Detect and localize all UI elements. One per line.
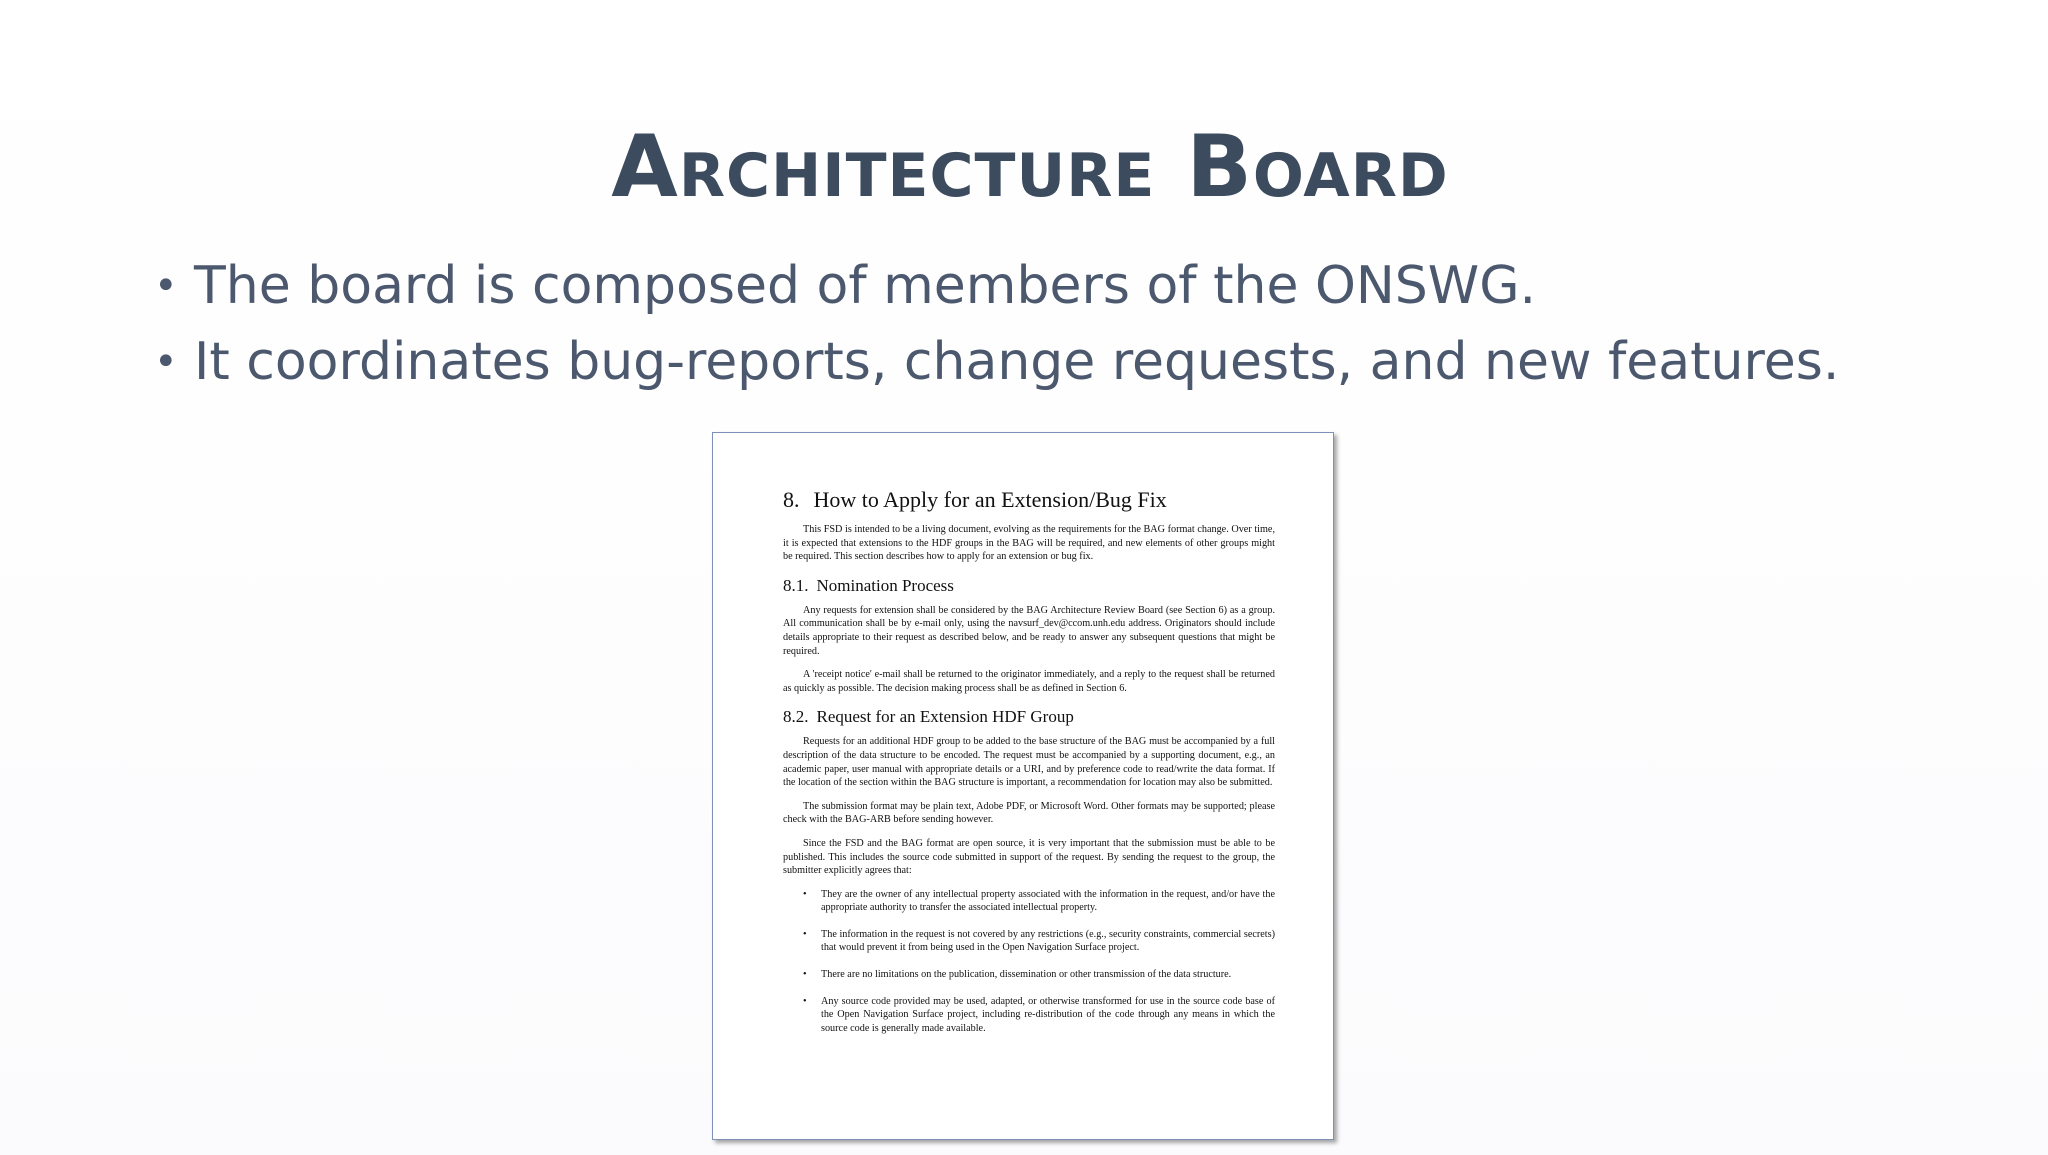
document-page-image [712,432,1334,1140]
section-title: Nomination Process [816,575,954,595]
section-heading-extension-request [783,707,1275,727]
document-intro-paragraph: This FSD is intended to be a living document, evolving as the requirements for the BAG format change. Over time, it is expected that extensions to the HDF groups in the BAG will be required, and new elements of other groups might be required. This section describes how to apply for an extension or bug fix. [783,524,1275,563]
document-heading [783,487,1275,513]
bullet-list [150,248,2000,400]
bullet-glyph: • [154,263,178,309]
section-heading-nomination [783,576,1275,596]
agreement-list-item [803,888,1275,915]
agreement-list [783,888,1275,1036]
agreement-text: Any source code provided may be used, adapted, or otherwise transformed for use in the source code base of the Open Navigation Surface project, including re-distribution of the code through any means in which the source code is generally made available. [821,995,1275,1034]
bullet-glyph: • [154,339,178,385]
bullet-item [150,248,2000,324]
section-paragraph: The submission format may be plain text, Adobe PDF, or Microsoft Word. Other formats may be supported; please check with the BAG-ARB before sending however. [783,800,1275,826]
document-heading-number: 8. [783,487,800,512]
section-title: Request for an Extension HDF Group [816,707,1074,727]
bullet-text: The board is composed of members of the ONSWG. [194,256,1537,316]
list-bullet-glyph: • [803,928,807,940]
document-heading-text: How to Apply for an Extension/Bug Fix [813,487,1167,512]
agreement-text: The information in the request is not covered by any restrictions (e.g., security constraints, commercial secrets) that would prevent it from being used in the Open Navigation Surface project. [821,928,1275,954]
slide-title: Architecture Board [611,116,1449,217]
list-bullet-glyph: • [803,995,807,1007]
section-number: 8.2. [783,707,809,727]
agreement-text: There are no limitations on the publication, dissemination or other transmission of the data structure. [821,969,1232,981]
agreement-list-item [803,968,1275,982]
section-number: 8.1. [783,575,809,595]
bullet-item [150,324,2000,400]
agreement-list-item [803,928,1275,955]
agreement-list-item [803,995,1275,1036]
section-paragraph: Requests for an additional HDF group to be added to the base structure of the BAG must be accompanied by a full description of the data structure to be encoded. The request must be accompanied by a supporting document, e.g., an academic paper, user manual with appropriate details or a URI, and by preference code to read/write the data format. If the location of the section within the BAG structure is important, a recommendation for location may also be submitted. [783,736,1275,789]
section-paragraph: Since the FSD and the BAG format are open source, it is very important that the submission must be able to be published. This includes the source code submitted in support of the request. By sending the request to the group, the submitter explicitly agrees that: [783,837,1275,877]
list-bullet-glyph: • [803,969,807,981]
section-paragraph: A 'receipt notice' e-mail shall be returned to the originator immediately, and a reply to the request shall be returned as quickly as possible. The decision making process shall be as defined in Section 6. [783,669,1275,694]
agreement-text: They are the owner of any intellectual property associated with the information in the request, and/or have the appropriate authority to transfer the associated intellectual property. [821,888,1275,914]
section-paragraph: Any requests for extension shall be considered by the BAG Architecture Review Board (see Section 6) as a group. All communication shall be by e-mail only, using the navsurf_dev@ccom.unh.edu address. Originators should include details appropriate to their request as described below, and be ready to answer any subsequent questions that might be required. [783,604,1275,657]
bullet-text: It coordinates bug-reports, change requests, and new features. [194,332,1840,392]
list-bullet-glyph: • [803,888,807,900]
